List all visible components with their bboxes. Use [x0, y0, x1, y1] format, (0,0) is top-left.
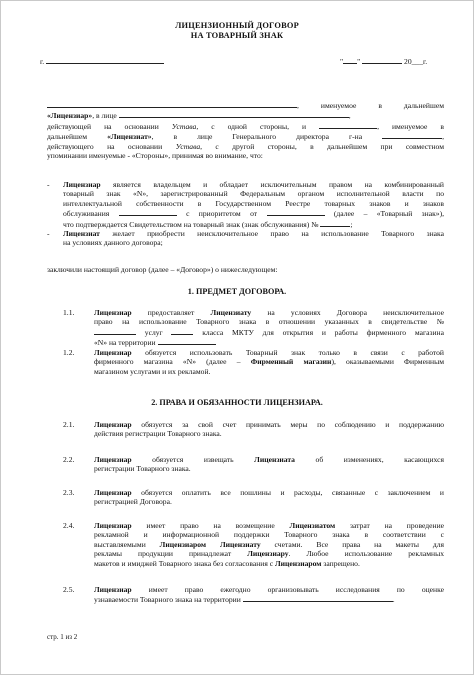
clause-2-4: Лицензиар имеет право на возмещение Лицензиатом затрат на проведение рекламной и информационной поддержки Товарного знака в соответствии с выставляемыми Лицензиаром Лицензиату счетами. Все права на макеты для рекламы продукции принадлежат Лицензиару. Любое использование рекламных макетов и имиджей Товарного знака без согласования с Лицензиаром запрещено.	[94, 521, 445, 568]
date-field: " " 20___г.	[340, 57, 428, 66]
preamble-line-6: упоминании именуемые - «Стороны», принимая во внимание, что:	[47, 151, 263, 161]
bullet-1: Лицензиар является владельцем и обладает исключительным правом на комбинированный товарный знак «N», зарегистрированный Федеральным органом исполнительной власти по интеллектуальной собственности в Государственном Реестре товарных знаков и знаков обслуживания с приоритетом от (далее – «Товарный знак»), что подтверждается Свидетельством на товарный знак (знак обслуживания) № ;	[63, 180, 445, 229]
date-year: 20___г.	[404, 57, 428, 66]
bullet-2: Лицензиат желает приобрести неисключительное право на использование Товарного знака на условиях данного договора;	[63, 229, 444, 248]
clause-number: 2.4.	[63, 521, 75, 530]
research-territory-blank	[243, 594, 393, 602]
certificate-number-blank	[320, 219, 350, 227]
day-blank	[343, 56, 357, 64]
registration-date-blank	[119, 208, 177, 216]
city-field	[40, 56, 164, 66]
preamble-line-5: действующего на основании Устава, с другой стороны, в дальнейшем при совместном	[47, 141, 445, 151]
section-1-heading: 1. ПРЕДМЕТ ДОГОВОРА.	[187, 287, 287, 296]
document-title-line2: НА ТОВАРНЫЙ ЗНАК	[190, 31, 284, 40]
document-title-line1: ЛИЦЕНЗИОННЫЙ ДОГОВОР	[175, 21, 299, 30]
territory-blank	[158, 337, 216, 345]
date-quote-open: "	[340, 57, 344, 66]
preamble-line-3: действующей на основании Устава, с одной стороны, и , именуемое в	[47, 121, 444, 131]
clause-1-1: Лицензиар предоставляет Лицензиату на условиях Договора неисключительное право на использование Товарного знака в отношении указанных в свидетельстве № услуг класса МКТУ для открытия и работы фирменного магазина «N» на территории	[94, 308, 445, 348]
clause-2-3: Лицензиар обязуется оплатить все пошлины и расходы, связанные с заключением и регистрацией Договора.	[94, 488, 444, 507]
clause-2-5: Лицензиар имеет право ежегодно организовывать исследования по оценке узнаваемости Товарного знака на территории .	[94, 585, 444, 605]
city-blank	[46, 56, 164, 64]
month-blank	[362, 56, 402, 64]
clause-2-1: Лицензиар обязуется за свой счет принимать меры по соблюдению и поддержанию действия регистрации Товарного знака.	[94, 420, 444, 439]
page-number: стр. 1 из 2	[47, 633, 78, 641]
licensor-rep-blank	[119, 110, 349, 118]
priority-date-blank	[267, 208, 325, 216]
clause-1-2: Лицензиар обязуется использовать Товарный знак только в связи с работой фирменного магазина «N» (далее – Фирменный магазин), оказываемыми Фирменным магазином услугами и их рекламой.	[94, 348, 445, 376]
clause-2-2: Лицензиар обязуется извещать Лицензиата об изменениях, касающихся регистрации Товарного знака.	[94, 455, 444, 474]
licensor-label: «Лицензиар»	[47, 111, 93, 121]
clause-number: 2.1.	[63, 420, 75, 429]
city-prefix: г.	[40, 57, 45, 66]
licensee-label: «Лицензиат»	[107, 132, 152, 142]
licensor-name-blank	[47, 100, 297, 108]
bullet-marker: -	[47, 180, 50, 189]
licensee-name-blank	[319, 121, 377, 129]
preamble	[47, 100, 444, 160]
clause-number: 2.3.	[63, 488, 75, 497]
director-blank	[382, 131, 442, 139]
section-2-heading: 2. ПРАВА И ОБЯЗАННОСТИ ЛИЦЕНЗИАРА.	[151, 398, 323, 407]
concluded-clause: заключили настоящий договор (далее – «Договор») о нижеследующем:	[47, 265, 278, 274]
bullet-marker: -	[47, 229, 50, 238]
clause-number: 1.2.	[63, 348, 75, 357]
clause-number: 2.2.	[63, 455, 75, 464]
clause-number: 1.1.	[63, 308, 75, 317]
preamble-line-1: , именуемое в дальнейшем	[47, 100, 444, 110]
clause-number: 2.5.	[63, 585, 75, 594]
preamble-line-2: «Лицензиар», в лице ,	[47, 111, 351, 121]
preamble-line-4: дальнейшем «Лицензиат», в лице Генерального директора г-на ,	[47, 132, 444, 142]
